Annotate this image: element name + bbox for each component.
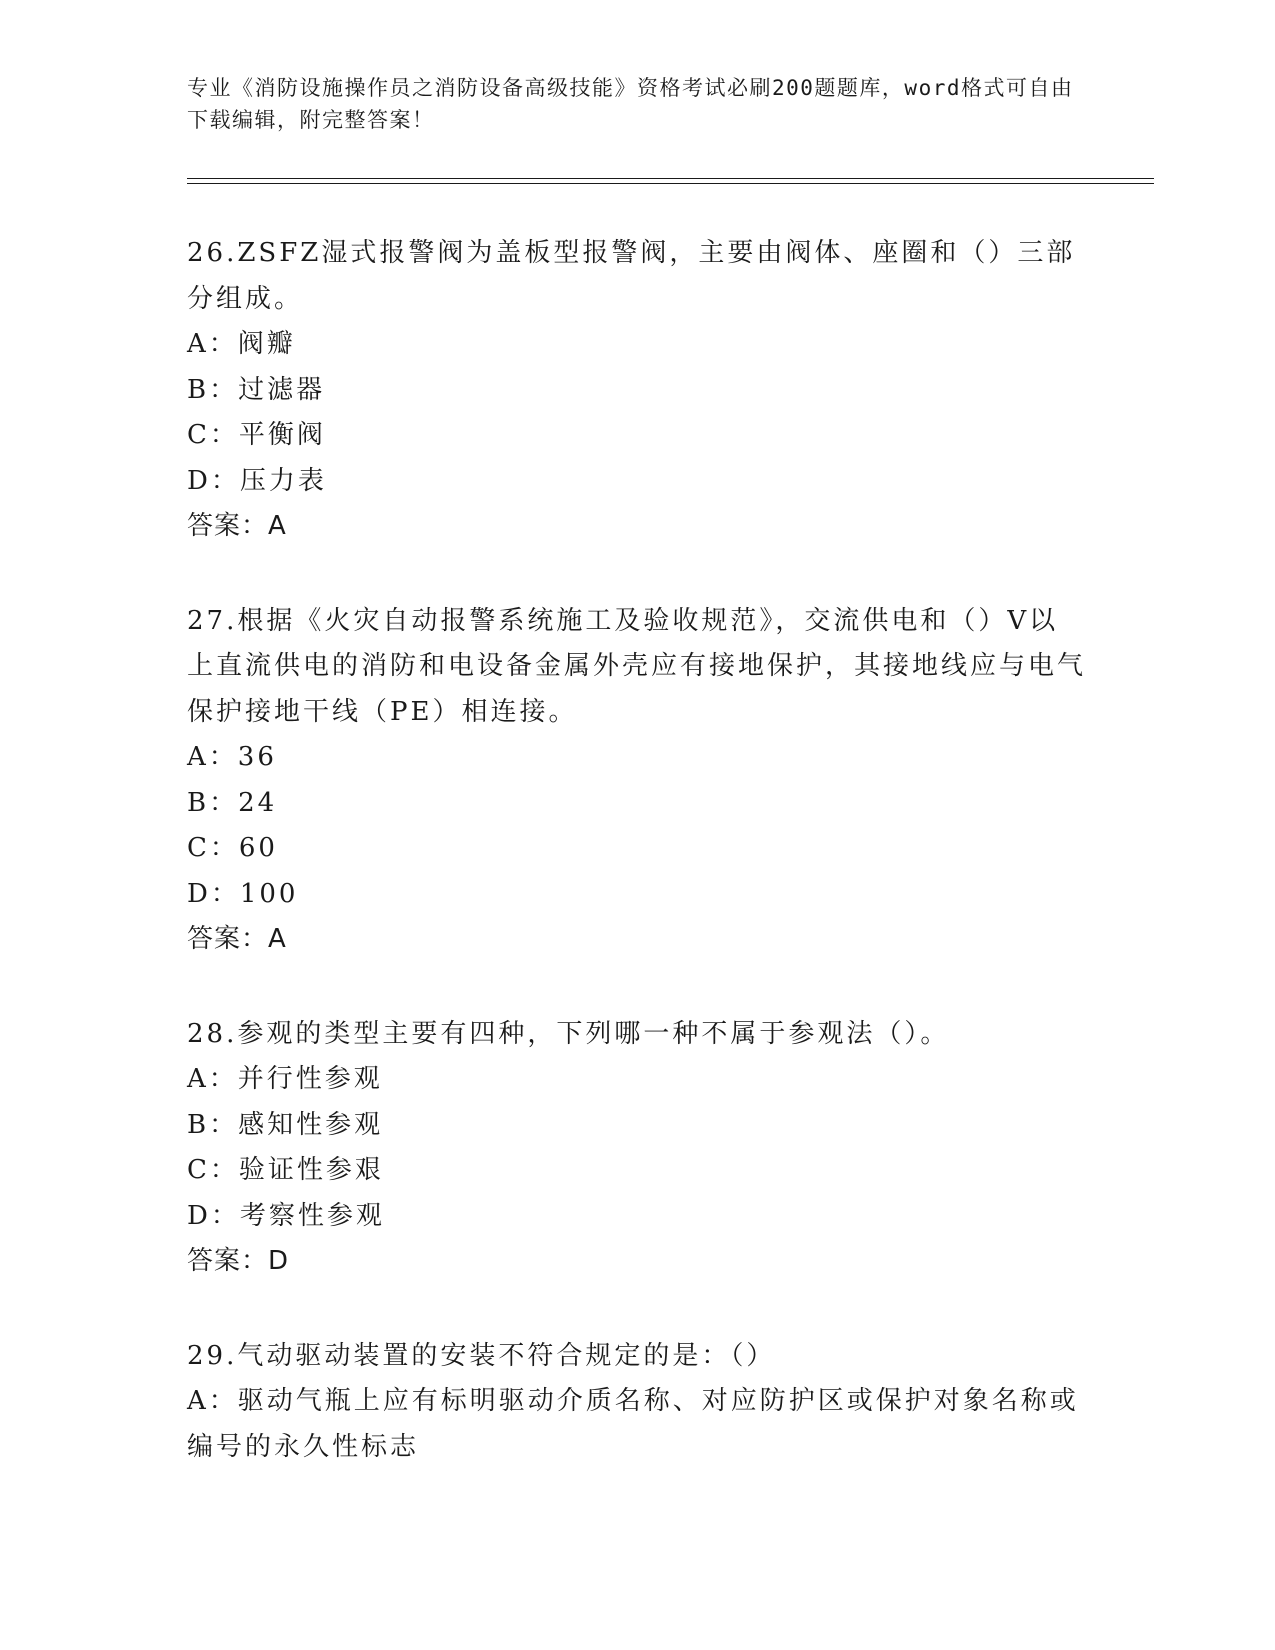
answer-label: 答案：A — [187, 924, 287, 954]
option-b: B：感知性参观 — [187, 1109, 384, 1140]
option-a: A：驱动气瓶上应有标明驱动介质名称、对应防护区或保护对象名称或编号的永久性标志 — [187, 1386, 1079, 1462]
option-c: C：平衡阀 — [187, 420, 326, 450]
answer-label: 答案：D — [187, 1246, 290, 1276]
question-stem: 29.气动驱动装置的安装不符合规定的是：（） — [187, 1340, 776, 1371]
question-stem: 28.参观的类型主要有四种，下列哪一种不属于参观法（）。 — [187, 1018, 950, 1049]
option-b: B：24 — [187, 787, 278, 818]
question-stem: 27.根据《火灾自动报警系统施工及验收规范》，交流供电和（）V以上直流供电的消防和电设备金属外壳应有接地保护，其接地线应与电气保护接地干线（PE）相连接。 — [187, 605, 1087, 727]
question-28 — [187, 1012, 1087, 1285]
question-27 — [187, 599, 1087, 963]
option-d: D：100 — [187, 878, 299, 909]
option-d: D：压力表 — [187, 465, 327, 496]
header-divider-top — [187, 178, 1154, 179]
option-d: D：考察性参观 — [187, 1200, 385, 1231]
option-a: A：阀瓣 — [187, 329, 296, 359]
option-a: A：36 — [187, 742, 277, 772]
answer-label: 答案：A — [187, 511, 287, 541]
document-header-intro: 专业《消防设施操作员之消防设备高级技能》资格考试必刷200题题库，word格式可自由下载编辑，附完整答案！ — [187, 76, 1074, 132]
question-stem: 26.ZSFZ湿式报警阀为盖板型报警阀，主要由阀体、座圈和（）三部分组成。 — [187, 238, 1076, 314]
question-list — [187, 231, 1087, 1519]
option-c: C：验证性参艰 — [187, 1155, 384, 1185]
header-divider-bottom — [187, 183, 1154, 184]
option-c: C：60 — [187, 833, 278, 863]
question-29 — [187, 1334, 1087, 1471]
option-a: A：并行性参观 — [187, 1064, 383, 1094]
question-26 — [187, 231, 1087, 550]
option-b: B：过滤器 — [187, 374, 326, 405]
